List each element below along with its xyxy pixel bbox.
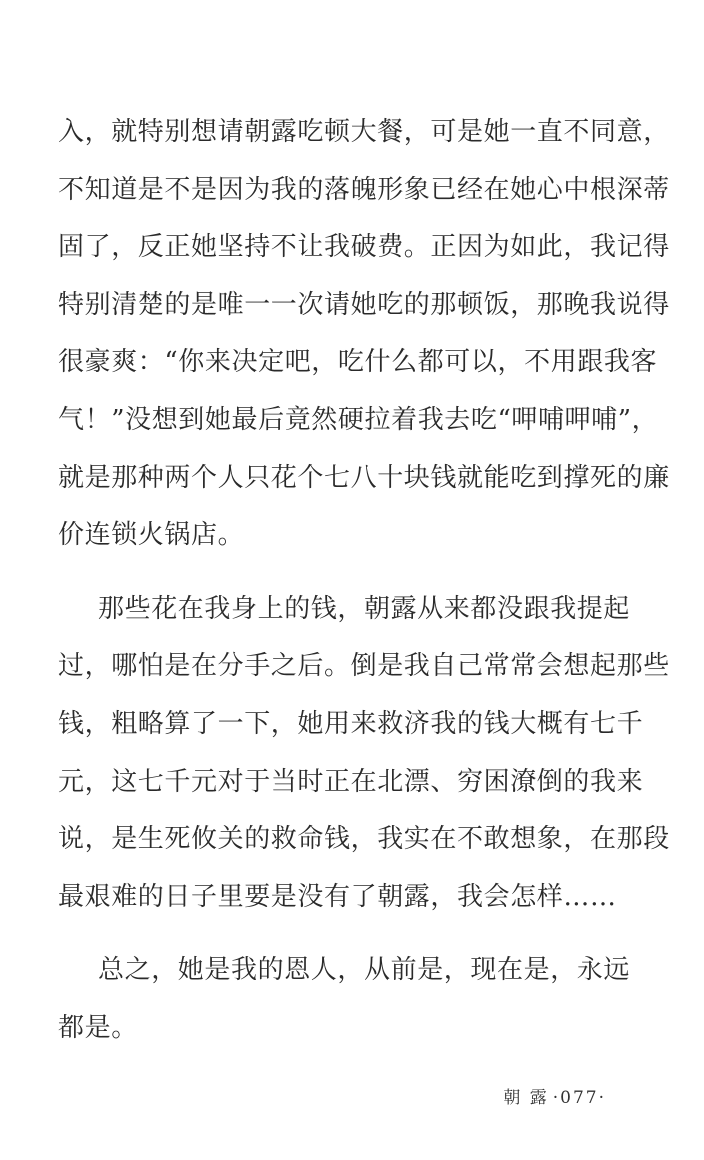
text-line: 过，哪怕是在分手之后。倒是我自己常常会想起那些: [58, 651, 670, 682]
body-text: [58, 104, 670, 1058]
text-line: 最艰难的日子里要是没有了朝露，我会怎样……: [58, 881, 617, 912]
page-footer: [503, 1083, 606, 1108]
text-line: 价连锁火锅店。: [58, 520, 245, 551]
text-line: 固了，反正她坚持不让我破费。正因为如此，我记得: [58, 232, 670, 263]
text-line: 气！”没想到她最后竟然硬拉着我去吃“呷哺呷哺”，: [58, 404, 659, 435]
text-line: 很豪爽：“你来决定吧，吃什么都可以，不用跟我客: [58, 347, 658, 378]
text-line: 那些花在我身上的钱，朝露从来都没跟我提起: [98, 593, 631, 624]
text-line: 不知道是不是因为我的落魄形象已经在她心中根深蒂: [58, 174, 670, 205]
text-line: 钱，粗略算了一下，她用来救济我的钱大概有七千: [58, 708, 644, 739]
text-line: 总之，她是我的恩人，从前是，现在是，永远: [98, 955, 631, 986]
page-number: ·077·: [552, 1088, 606, 1108]
running-title: 朝 露: [503, 1088, 549, 1108]
text-line: 都是。: [58, 1012, 138, 1043]
text-line: 入，就特别想请朝露吃顿大餐，可是她一直不同意，: [58, 117, 670, 147]
paragraph-gap: [58, 926, 614, 942]
text-line: 就是那种两个人只花个七八十块钱就能吃到撑死的廉: [58, 462, 670, 493]
text-line: 元，这七千元对于当时正在北漂、穷困潦倒的我来: [58, 766, 644, 797]
paragraph-gap: [58, 565, 614, 581]
text-line: 说，是生死攸关的救命钱，我实在不敢想象，在那段: [58, 824, 670, 855]
text-line: 特别清楚的是唯一一次请她吃的那顿饭，那晚我说得: [58, 289, 670, 320]
